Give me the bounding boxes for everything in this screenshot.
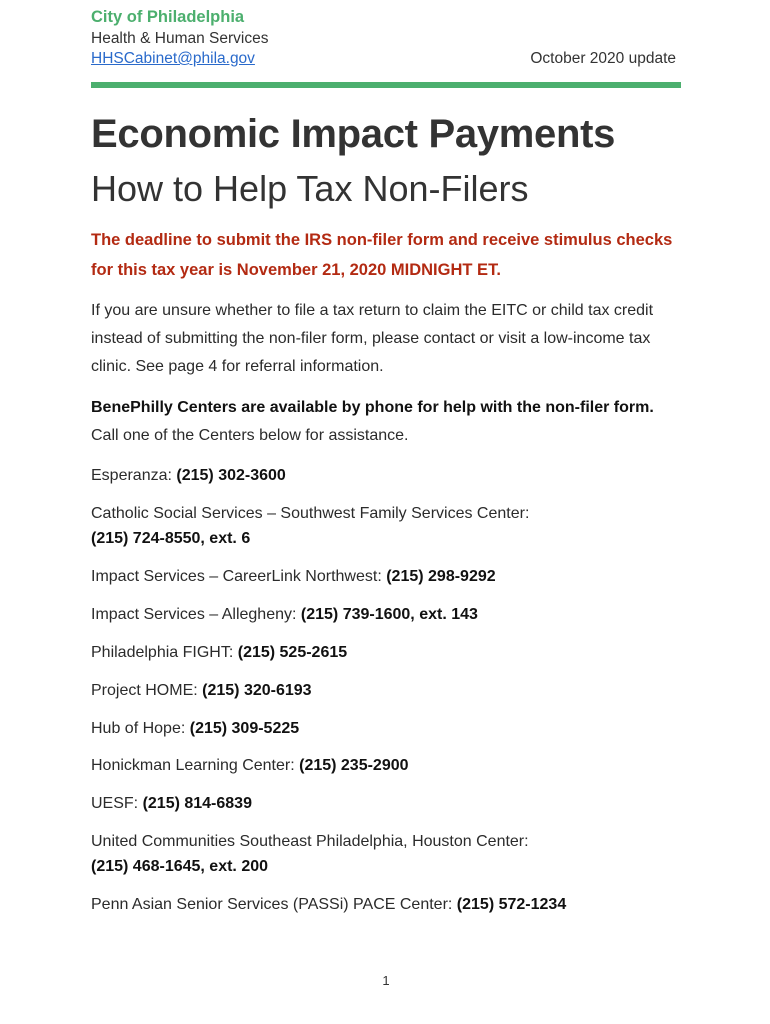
center-phone: (215) 235-2900 — [299, 757, 409, 774]
center-entry — [91, 501, 681, 551]
center-phone: (215) 468-1645, ext. 200 — [91, 858, 269, 875]
center-entry — [91, 791, 681, 816]
center-entry — [91, 564, 681, 589]
center-phone: (215) 309-5225 — [189, 720, 300, 737]
center-name: Impact Services – CareerLink Northwest: — [91, 568, 387, 585]
header-divider — [91, 82, 681, 88]
center-entry — [91, 678, 681, 703]
org-name: City of Philadelphia — [91, 8, 245, 26]
center-entry — [91, 716, 681, 741]
center-name: Hub of Hope: — [91, 720, 190, 737]
center-phone: (215) 724-8550, ext. 6 — [91, 530, 251, 547]
center-name: Philadelphia FIGHT: — [91, 644, 238, 661]
page-number: 1 — [382, 973, 390, 988]
center-name: Project HOME: — [91, 682, 203, 699]
center-name: Penn Asian Senior Services (PASSi) PACE Center: — [91, 896, 457, 913]
centers-note — [91, 394, 681, 450]
center-entry — [91, 753, 681, 778]
center-entry — [91, 602, 681, 627]
center-entry — [91, 463, 681, 488]
center-phone: (215) 298-9292 — [386, 568, 496, 585]
center-name: Esperanza: — [91, 467, 177, 484]
deadline-notice: The deadline to submit the IRS non-filer form and receive stimulus checks for this tax year is November 21, 2020 MIDNIGHT ET. — [91, 231, 673, 279]
intro-paragraph: If you are unsure whether to file a tax return to claim the EITC or child tax credit instead of submitting the non-filer form, please contact or visit a low-income tax clinic. See page 4 for referral information. — [91, 302, 654, 375]
center-name: UESF: — [91, 795, 143, 812]
page-subtitle: How to Help Tax Non-Filers — [91, 168, 529, 209]
center-entry — [91, 829, 681, 879]
department-name: Health & Human Services — [91, 30, 269, 47]
centers-note-text: Call one of the Centers below for assistance. — [91, 427, 409, 444]
center-entry — [91, 892, 681, 917]
centers-note-bold: BenePhilly Centers are available by phone for help with the non-filer form. — [91, 399, 654, 416]
center-name: United Communities Southeast Philadelphia, Houston Center: — [91, 833, 529, 850]
page-title: Economic Impact Payments — [91, 112, 616, 156]
center-phone: (215) 525-2615 — [237, 644, 348, 661]
center-name: Honickman Learning Center: — [91, 757, 300, 774]
email-link[interactable]: HHSCabinet@phila.gov — [91, 50, 255, 67]
update-date: October 2020 update — [530, 50, 676, 67]
center-phone: (215) 302-3600 — [176, 467, 286, 484]
center-phone: (215) 572-1234 — [456, 896, 567, 913]
center-phone: (215) 320-6193 — [202, 682, 312, 699]
center-entry — [91, 640, 681, 665]
center-phone: (215) 739-1600, ext. 143 — [300, 606, 478, 623]
center-phone: (215) 814-6839 — [142, 795, 252, 812]
center-name: Impact Services – Allegheny: — [91, 606, 301, 623]
center-name: Catholic Social Services – Southwest Family Services Center: — [91, 505, 530, 522]
